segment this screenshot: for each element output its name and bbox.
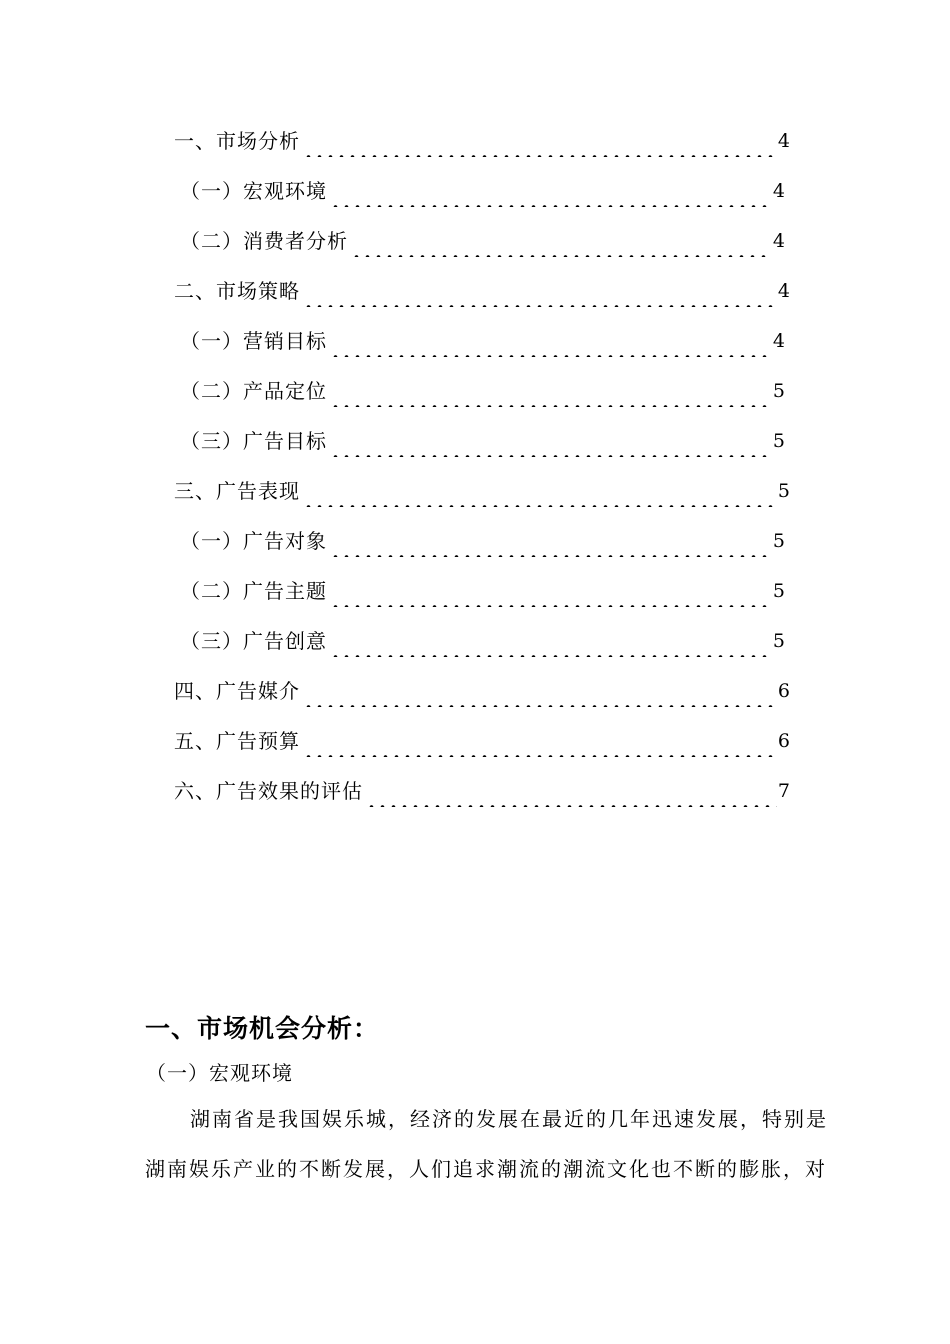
toc-page-number: 6 — [777, 730, 790, 752]
toc-page-number: 4 — [777, 130, 790, 152]
toc-page-number: 5 — [777, 480, 790, 502]
toc-dot-leader — [328, 525, 772, 557]
toc-dot-leader — [301, 475, 777, 507]
toc-entry-label: （三）广告目标 — [180, 429, 327, 453]
toc-dot-leader — [328, 375, 772, 407]
sub-heading: （一）宏观环境 — [146, 1061, 293, 1085]
toc-entry[interactable] — [180, 325, 785, 357]
toc-page-number: 5 — [772, 430, 785, 452]
toc-entry-label: 二、市场策略 — [174, 279, 300, 303]
toc-entry[interactable] — [180, 425, 785, 457]
toc-dot-leader — [301, 675, 777, 707]
toc-entry-label: （一）宏观环境 — [180, 179, 327, 203]
toc-entry[interactable] — [174, 125, 790, 157]
toc-dot-leader — [328, 425, 772, 457]
toc-page-number: 5 — [772, 380, 785, 402]
toc-dot-leader — [328, 325, 772, 357]
toc-page-number: 6 — [777, 680, 790, 702]
toc-entry[interactable] — [180, 375, 785, 407]
toc-dot-leader — [301, 275, 777, 307]
toc-dot-leader — [301, 725, 777, 757]
toc-page-number: 4 — [777, 280, 790, 302]
toc-entry-label: （一）营销目标 — [180, 329, 327, 353]
toc-page-number: 5 — [772, 580, 785, 602]
toc-entry-label: （二）广告主题 — [180, 579, 327, 603]
toc-entry-label: 六、广告效果的评估 — [174, 779, 363, 803]
toc-page-number: 5 — [772, 630, 785, 652]
toc-entry-label: （二）产品定位 — [180, 379, 327, 403]
toc-dot-leader — [364, 775, 777, 807]
toc-entry[interactable] — [180, 175, 785, 207]
toc-entry[interactable] — [174, 725, 790, 757]
toc-page-number: 4 — [772, 230, 785, 252]
toc-entry[interactable] — [180, 525, 785, 557]
section-heading: 一、市场机会分析： — [145, 1014, 380, 1043]
toc-entry-label: （二）消费者分析 — [180, 229, 348, 253]
toc-page-number: 5 — [772, 530, 785, 552]
toc-entry-label: 五、广告预算 — [174, 729, 300, 753]
toc-entry-label: 四、广告媒介 — [174, 679, 300, 703]
toc-page-number: 7 — [777, 780, 790, 802]
toc-entry[interactable] — [180, 625, 785, 657]
toc-entry-label: （一）广告对象 — [180, 529, 327, 553]
toc-dot-leader — [328, 175, 772, 207]
toc-dot-leader — [349, 225, 772, 257]
toc-entry-label: 三、广告表现 — [174, 479, 300, 503]
toc-dot-leader — [301, 125, 777, 157]
paragraph-line: 湖南省是我国娱乐城，经济的发展在最近的几年迅速发展，特别是 — [190, 1107, 828, 1131]
toc-entry[interactable] — [174, 675, 790, 707]
toc-entry[interactable] — [174, 775, 790, 807]
toc-entry[interactable] — [174, 275, 790, 307]
toc-page-number: 4 — [772, 180, 785, 202]
toc-entry[interactable] — [180, 575, 785, 607]
toc-dot-leader — [328, 625, 772, 657]
toc-entry[interactable] — [174, 475, 790, 507]
toc-entry[interactable] — [180, 225, 785, 257]
paragraph-line: 湖南娱乐产业的不断发展，人们追求潮流的潮流文化也不断的膨胀，对 — [145, 1157, 827, 1181]
toc-page-number: 4 — [772, 330, 785, 352]
toc-entry-label: （三）广告创意 — [180, 629, 327, 653]
toc-entry-label: 一、市场分析 — [174, 129, 300, 153]
toc-dot-leader — [328, 575, 772, 607]
